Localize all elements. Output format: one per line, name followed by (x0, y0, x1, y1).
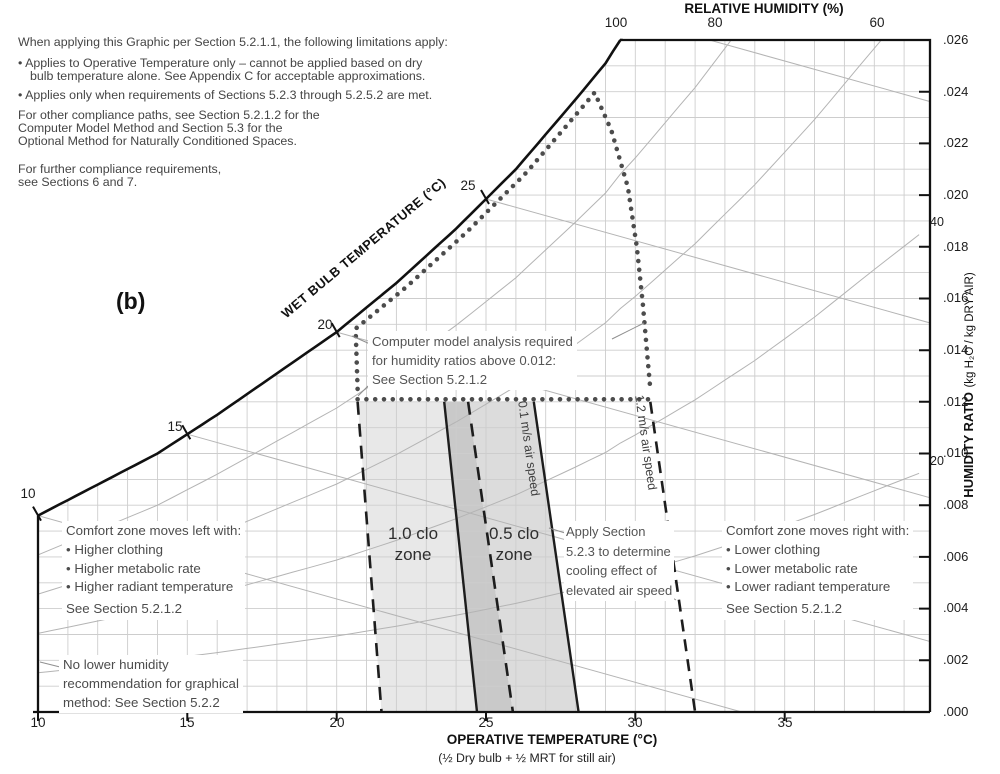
y-tick-020: .020 (943, 187, 969, 202)
air-speed-12-label: 1.2 m/s air speed (632, 394, 660, 491)
zone-label-05clo (469, 523, 559, 565)
note-bullet1-line1: • Applies to Operative Temperature only – cannot be applied based on dry (18, 56, 423, 70)
apply-section-note (564, 521, 674, 601)
no-lower-humidity-note (59, 655, 243, 713)
apply-line4: elevated air speed (566, 582, 673, 598)
note-para2-line1: For further compliance requirements, (18, 162, 222, 176)
apply-line1: Apply Section (566, 524, 646, 539)
zone-05-line1: 0.5 clo (488, 524, 540, 543)
y-tick-006: .006 (943, 549, 969, 564)
rh-label-40: 40 (930, 215, 944, 229)
x-tick-15: 15 (179, 715, 195, 730)
top-tick-100: 100 (604, 15, 628, 30)
note-para1-line3: Optional Method for Naturally Conditioned Spaces. (18, 134, 297, 148)
no-lower-line2: recommendation for graphical (63, 675, 239, 691)
y-tick-024: .024 (943, 84, 969, 99)
comfort-right-title: Comfort zone moves right with: (726, 523, 910, 538)
top-tick-60: 60 (869, 15, 885, 30)
x-tick-30: 30 (627, 715, 643, 730)
wb-tick-20: 20 (317, 317, 333, 332)
top-tick-80: 80 (707, 15, 723, 30)
apply-line2: 5.2.3 to determine (566, 543, 671, 559)
y-tick-014: .014 (943, 342, 969, 357)
comfort-right-item2: • Lower metabolic rate (726, 560, 858, 576)
wet-bulb-axis-title: WET BULB TEMPERATURE (°C) (278, 174, 449, 321)
no-lower-line1: No lower humidity (63, 657, 169, 672)
comfort-left-footer: See Section 5.2.1.2 (66, 601, 183, 617)
wb-tick-15: 15 (167, 419, 183, 434)
zone-10-line1: 1.0 clo (387, 524, 439, 543)
comfort-right-box (722, 521, 913, 620)
y-tick-018: .018 (943, 239, 969, 254)
comfort-right-item3: • Lower radiant temperature (726, 579, 891, 595)
x-tick-35: 35 (777, 715, 793, 730)
no-lower-line3: method: See Section 5.2.2 (63, 694, 220, 710)
apply-line3: cooling effect of (566, 563, 657, 578)
top-axis-title: RELATIVE HUMIDITY (%) (684, 1, 844, 16)
comfort-left-item2: • Higher metabolic rate (66, 560, 201, 576)
y-tick-000: .000 (943, 704, 969, 719)
y-tick-026: .026 (943, 32, 969, 47)
y-tick-010: .010 (943, 445, 969, 460)
comfort-left-item3: • Higher radiant temperature (66, 579, 234, 595)
computer-model-line1: Computer model analysis required (372, 334, 573, 349)
comfort-left-title: Comfort zone moves left with: (66, 523, 242, 538)
limitations-note (18, 36, 462, 189)
wb-tick-25: 25 (460, 178, 476, 193)
comfort-right-footer: See Section 5.2.1.2 (726, 601, 843, 617)
note-para1-line2: Computer Model Method and Section 5.3 for the (18, 121, 283, 135)
bottom-axis-title: OPERATIVE TEMPERATURE (°C) (446, 732, 658, 747)
y-tick-004: .004 (943, 600, 969, 615)
y-tick-012: .012 (943, 394, 969, 409)
note-para2-line2: see Sections 6 and 7. (18, 175, 138, 189)
wb-tick-10: 10 (20, 486, 36, 501)
note-para1-line1: For other compliance paths, see Section 5.2.1.2 for the (18, 108, 320, 122)
y-tick-002: .002 (943, 652, 969, 667)
comfort-left-item1: • Higher clothing (66, 541, 164, 557)
x-tick-10: 10 (30, 715, 46, 730)
figure-label: (b) (116, 288, 146, 314)
zone-05-line2: zone (495, 545, 533, 564)
comfort-left-box (62, 521, 245, 620)
y-tick-022: .022 (943, 135, 969, 150)
right-axis-title-units: (kg H₂O / kg DRY AIR) (964, 272, 976, 388)
note-bullet2: • Applies only when requirements of Sections 5.2.3 through 5.2.5.2 are met. (18, 88, 433, 102)
y-tick-008: .008 (943, 497, 969, 512)
computer-model-line3: See Section 5.2.1.2 (372, 372, 488, 387)
bottom-axis-subtitle: (½ Dry bulb + ½ MRT for still air) (438, 751, 616, 765)
right-axis-title-name: HUMIDITY RATIO (961, 392, 976, 498)
x-tick-20: 20 (329, 715, 345, 730)
note-intro: When applying this Graphic per Section 5.2.1.1, the following limitations apply: (18, 35, 448, 49)
right-axis-title (960, 272, 978, 497)
y-tick-016: .016 (943, 290, 969, 305)
note-bullet1-line2: bulb temperature alone. See Appendix C for acceptable approximations. (30, 69, 426, 83)
air-speed-01-label: 0.1 m/s air speed (515, 400, 543, 497)
computer-model-note (368, 331, 577, 390)
computer-model-line2: for humidity ratios above 0.012: (372, 353, 556, 368)
x-tick-25: 25 (478, 715, 494, 730)
zone-10-line2: zone (394, 545, 432, 564)
zone-label-10clo (368, 523, 458, 565)
rh-label-20: 20 (930, 454, 944, 468)
comfort-right-item1: • Lower clothing (726, 541, 821, 557)
